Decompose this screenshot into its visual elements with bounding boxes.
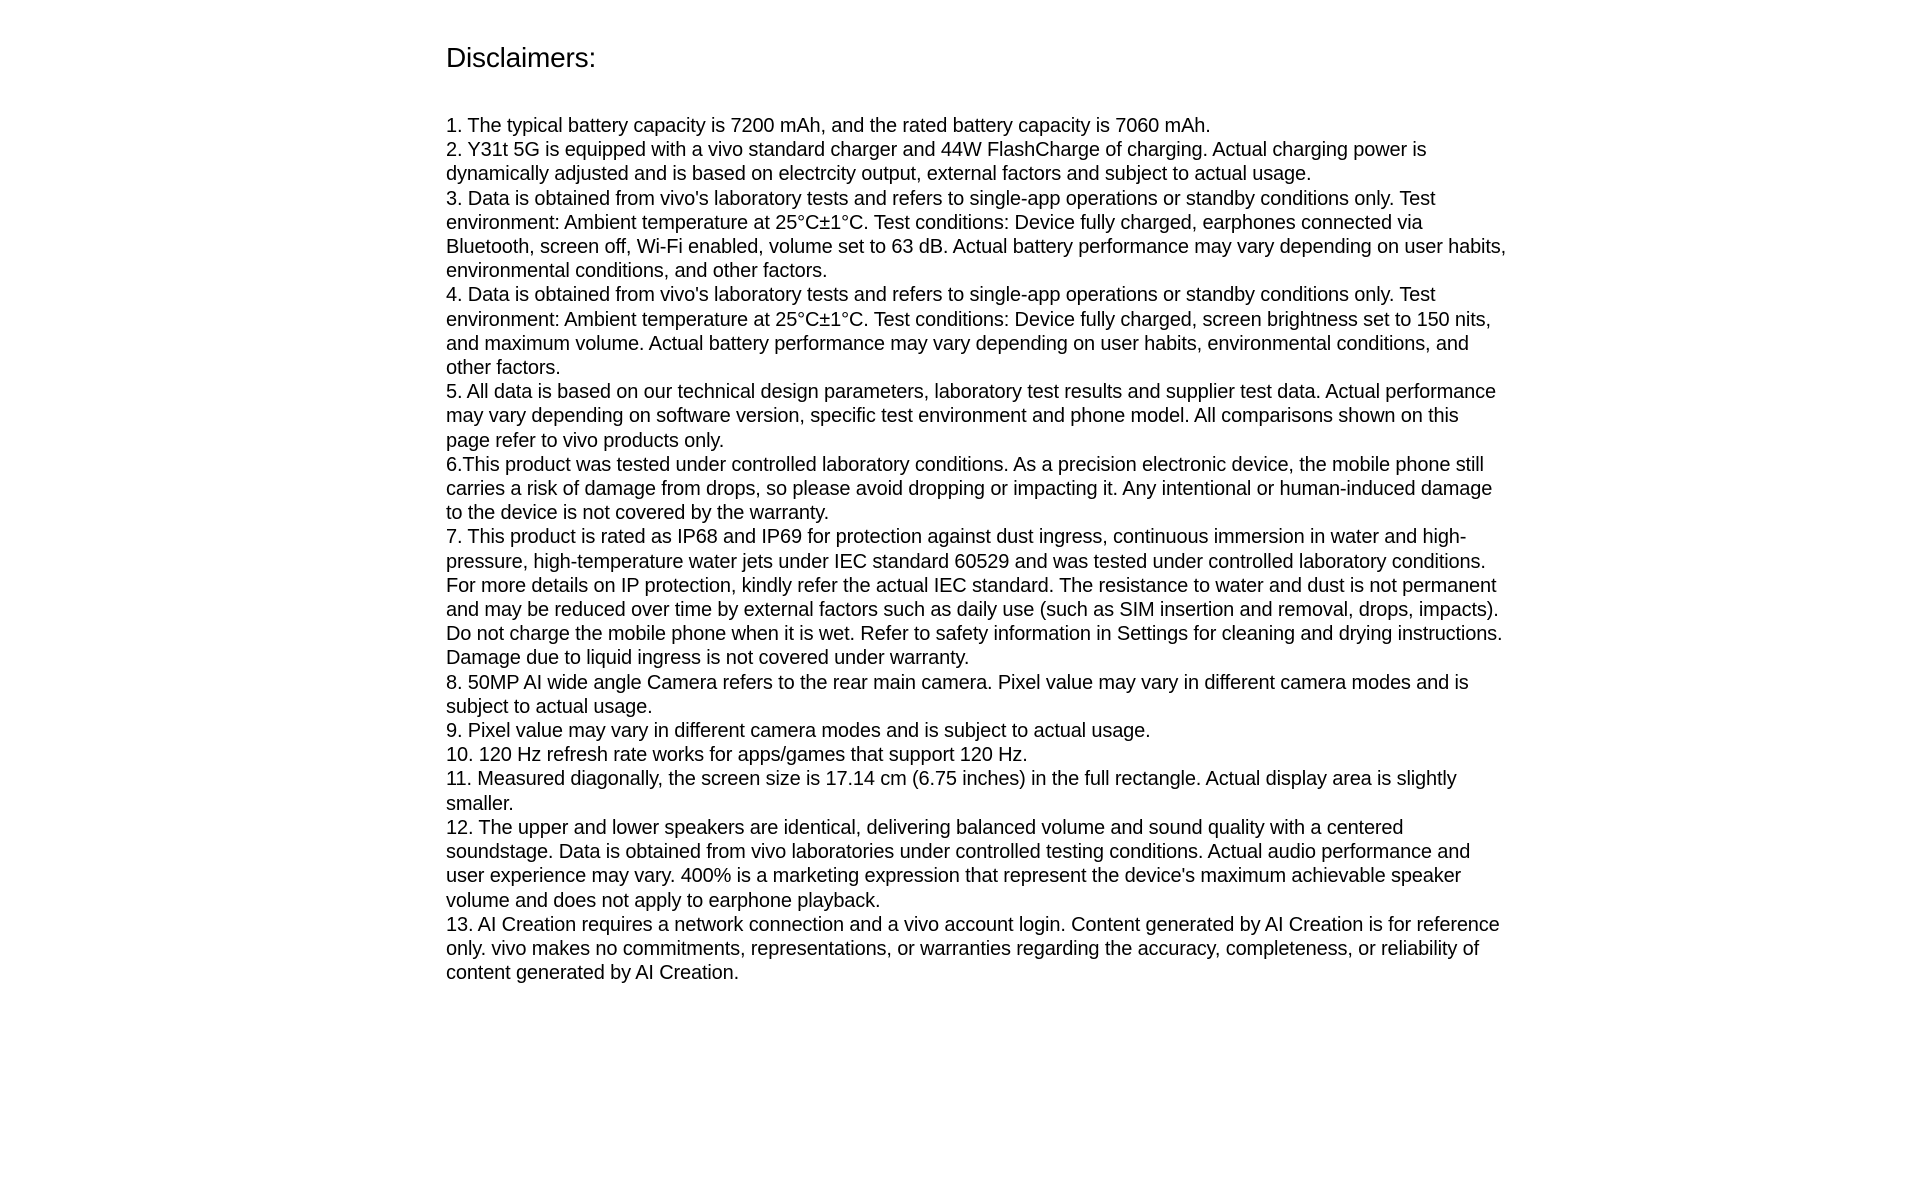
disclaimer-item-4: 4. Data is obtained from vivo's laboratory tests and refers to single-app operations or standby conditions only. Test environment: Ambient temperature at 25°C±1°C. Test conditions: Device fully charged, screen brightness set to 150 nits, and maximum volume. Actual battery performance may vary depending on user habits, environmental conditions, and other factors. <box>446 284 1491 380</box>
disclaimer-item-11: 11. Measured diagonally, the screen size is 17.14 cm (6.75 inches) in the full rectangle. Actual display area is slightly smaller. <box>446 768 1457 815</box>
disclaimer-item-2: 2. Y31t 5G is equipped with a vivo standard charger and 44W FlashCharge of charging. Actual charging power is dynamically adjusted and is based on electrcity output, external factors and subject to actual usage. <box>446 139 1427 186</box>
disclaimers-title: Disclaimers: <box>446 42 597 73</box>
disclaimer-item-7: 7. This product is rated as IP68 and IP69 for protection against dust ingress, continuous immersion in water and high-pressure, high-temperature water jets under IEC standard 60529 and was tested under controlled laboratory conditions. For more details on IP protection, kindly refer the actual IEC standard. The resistance to water and dust is not permanent and may be reduced over time by external factors such as daily use (such as SIM insertion and removal, drops, impacts). Do not charge the mobile phone when it is wet. Refer to safety information in Settings for cleaning and drying instructions. Damage due to liquid ingress is not covered under warranty. <box>446 526 1503 670</box>
disclaimer-item-13: 13. AI Creation requires a network connection and a vivo account login. Content generated by AI Creation is for reference only. vivo makes no commitments, representations, or warranties regarding the accuracy, completeness, or reliability of content generated by AI Creation. <box>446 913 1500 985</box>
disclaimers-list <box>446 114 1506 985</box>
disclaimer-item-8: 8. 50MP AI wide angle Camera refers to the rear main camera. Pixel value may vary in different camera modes and is subject to actual usage. <box>446 671 1469 718</box>
disclaimers-section <box>446 38 1506 985</box>
disclaimer-item-1: 1. The typical battery capacity is 7200 mAh, and the rated battery capacity is 7060 mAh. <box>446 115 1211 137</box>
disclaimer-item-3: 3. Data is obtained from vivo's laboratory tests and refers to single-app operations or standby conditions only. Test environment: Ambient temperature at 25°C±1°C. Test conditions: Device fully charged, earphones connected via Bluetooth, screen off, Wi-Fi enabled, volume set to 63 dB. Actual battery performance may vary depending on user habits, environmental conditions, and other factors. <box>446 187 1506 283</box>
disclaimer-item-12: 12. The upper and lower speakers are identical, delivering balanced volume and sound quality with a centered soundstage. Data is obtained from vivo laboratories under controlled testing conditions. Actual audio performance and user experience may vary. 400% is a marketing expression that represent the device's maximum achievable speaker volume and does not apply to earphone playback. <box>446 816 1471 912</box>
disclaimer-item-9: 9. Pixel value may vary in different camera modes and is subject to actual usage. <box>446 720 1151 743</box>
disclaimer-item-6: 6.This product was tested under controlled laboratory conditions. As a precision electronic device, the mobile phone still carries a risk of damage from drops, so please avoid dropping or impacting it. Any intentional or human-induced damage to the device is not covered by the warranty. <box>446 453 1493 525</box>
disclaimer-item-5: 5. All data is based on our technical design parameters, laboratory test results and supplier test data. Actual performance may vary depending on software version, specific test environment and phone model. All comparisons shown on this page refer to vivo products only. <box>446 381 1496 452</box>
disclaimer-item-10: 10. 120 Hz refresh rate works for apps/games that support 120 Hz. <box>446 744 1028 767</box>
